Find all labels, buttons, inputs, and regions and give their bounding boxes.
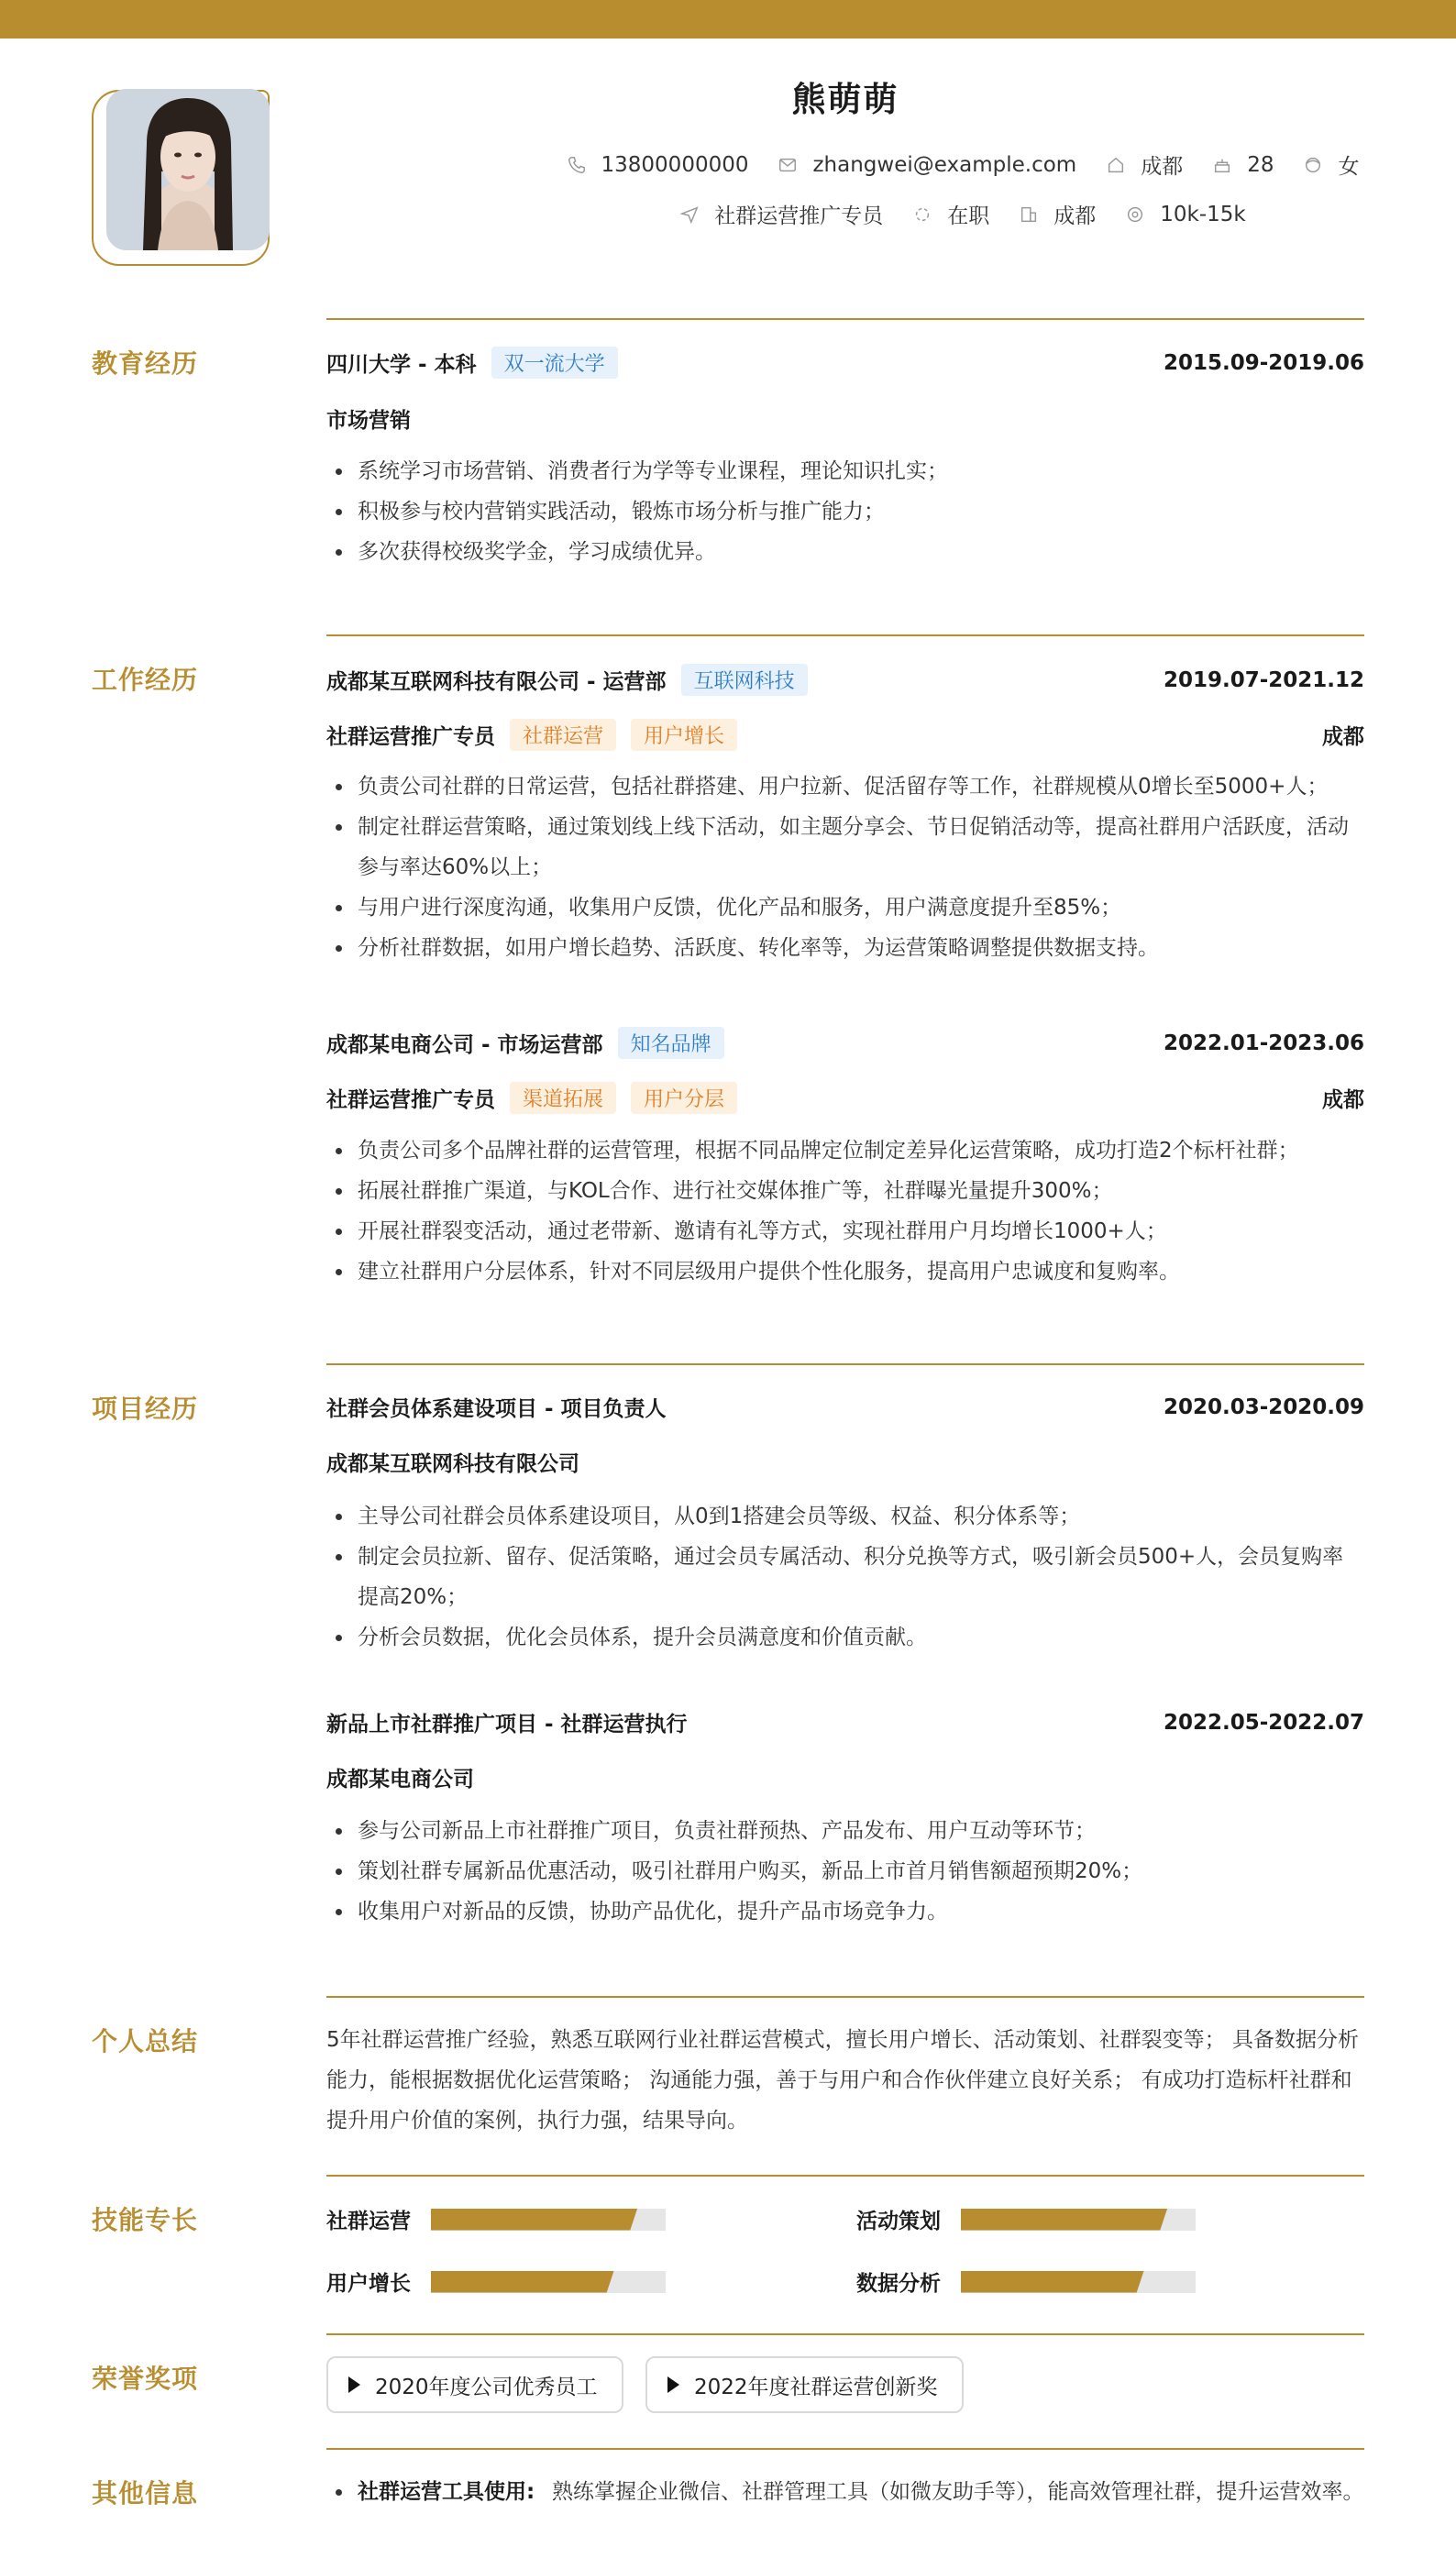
skill-item	[326, 2266, 666, 2297]
company-name: 成都某电商公司 - 市场运营部	[326, 1033, 603, 1057]
job-role-row	[326, 719, 1364, 751]
status-text: 在职	[947, 204, 990, 228]
section-title: 个人总结	[92, 2026, 199, 2056]
project-bullets	[326, 1496, 1364, 1658]
project-company: 成都某电商公司	[326, 1768, 474, 1792]
mail-icon	[778, 155, 798, 175]
phone-text: 13800000000	[601, 152, 749, 177]
list-item: 主导公司社群会员体系建设项目，从0到1搭建会员等级、权益、积分体系等；	[326, 1496, 1364, 1537]
list-item: 与用户进行深度沟通，收集用户反馈，优化产品和服务，用户满意度提升至85%；	[326, 888, 1364, 928]
project-date: 2020.03-2020.09	[1163, 1395, 1364, 1419]
skill-tag: 社群运营	[510, 719, 616, 751]
skill-bar-fill	[961, 2271, 1144, 2293]
skill-bar-fill	[431, 2271, 614, 2293]
job-location: 成都	[1322, 1088, 1364, 1112]
job-role: 社群运营推广专员	[326, 1088, 495, 1112]
position-text: 社群运营推广专员	[714, 204, 884, 228]
section-divider	[326, 2333, 1364, 2335]
award-item	[645, 2356, 964, 2413]
expected-city-text: 成都	[1053, 204, 1097, 228]
section-title: 工作经历	[92, 665, 199, 695]
skill-bar-fill	[961, 2209, 1167, 2231]
section-divider	[326, 634, 1364, 636]
award-text: 2022年度社群运营创新奖	[694, 2375, 938, 2399]
list-item: 收集用户对新品的反馈，协助产品优化，提升产品市场竞争力。	[326, 1891, 1364, 1932]
person-face-icon	[1303, 155, 1323, 175]
section-title: 项目经历	[92, 1394, 199, 1424]
position-item	[679, 199, 883, 229]
job-date: 2022.01-2023.06	[1163, 1031, 1364, 1055]
skill-bar	[431, 2271, 666, 2293]
contact-row	[326, 149, 1456, 180]
education-date: 2015.09-2019.06	[1163, 350, 1364, 375]
list-item: 建立社群用户分层体系，针对不同层级用户提供个性化服务，提高用户忠诚度和复购率。	[326, 1251, 1364, 1292]
skill-bar	[961, 2209, 1196, 2231]
city-item	[1106, 149, 1183, 180]
skill-tag: 渠道拓展	[510, 1082, 616, 1114]
skill-label: 社群运营	[326, 2210, 411, 2233]
section-title: 教育经历	[92, 348, 199, 379]
phone-item	[567, 153, 749, 177]
city-text: 成都	[1141, 155, 1184, 179]
other-label: 社群运营工具使用:	[358, 2480, 535, 2504]
project-header-row	[326, 1707, 1364, 1737]
list-item: 制定会员拉新、留存、促活策略，通过会员专属活动、积分兑换等方式，吸引新会员500+人，会员复购率提高20%；	[326, 1537, 1364, 1617]
skill-item	[856, 2266, 1196, 2297]
project-company-row	[326, 1447, 1364, 1477]
avatar	[106, 89, 270, 250]
award-item	[326, 2356, 623, 2413]
education-header-row	[326, 347, 1364, 379]
list-item: 积极参与校内营销实践活动，锻炼市场分析与推广能力；	[326, 491, 1364, 532]
job-role: 社群运营推广专员	[326, 725, 495, 749]
play-triangle-icon	[348, 2376, 360, 2393]
candidate-name: 熊萌萌	[791, 80, 899, 119]
skill-label: 数据分析	[856, 2272, 941, 2296]
project-name: 新品上市社群推广项目 - 社群运营执行	[326, 1713, 688, 1737]
education-bullets	[326, 451, 1364, 572]
section-divider	[326, 318, 1364, 320]
school-tag: 双一流大学	[491, 347, 618, 379]
list-item: 多次获得校级奖学金，学习成绩优异。	[326, 532, 1364, 572]
status-item	[912, 199, 989, 229]
section-divider	[326, 2175, 1364, 2177]
skill-tag: 用户分层	[631, 1082, 737, 1114]
section-title: 技能专长	[92, 2205, 199, 2235]
company-tag: 知名品牌	[618, 1027, 724, 1059]
salary-text: 10k-15k	[1160, 202, 1246, 226]
list-item: 分析会员数据，优化会员体系，提升会员满意度和价值贡献。	[326, 1617, 1364, 1658]
section-divider	[326, 1996, 1364, 1998]
list-item: 制定社群运营策略，通过策划线上线下活动，如主题分享会、节日促销活动等，提高社群用户活跃度，活动参与率达60%以上；	[326, 807, 1364, 888]
salary-item	[1125, 203, 1245, 226]
list-item: 系统学习市场营销、消费者行为学等专业课程，理论知识扎实；	[326, 451, 1364, 491]
section-title: 荣誉奖项	[92, 2364, 199, 2394]
play-triangle-icon	[667, 2376, 679, 2393]
project-name: 社群会员体系建设项目 - 项目负责人	[326, 1397, 667, 1421]
project-date: 2022.05-2022.07	[1163, 1710, 1364, 1735]
bullet-dot	[336, 2489, 342, 2496]
job-location: 成都	[1322, 725, 1364, 749]
section-divider	[326, 2448, 1364, 2450]
job-bullets	[326, 766, 1364, 968]
list-item: 参与公司新品上市社群推广项目，负责社群预热、产品发布、用户互动等环节；	[326, 1811, 1364, 1851]
school-name: 四川大学 - 本科	[326, 353, 477, 377]
email-text: zhangwei@example.com	[812, 152, 1077, 177]
job-header-row	[326, 1027, 1364, 1059]
expected-city-item	[1019, 199, 1096, 229]
email-item	[778, 153, 1076, 177]
job-header-row	[326, 664, 1364, 696]
skill-bar-fill	[431, 2209, 637, 2231]
job-role-row	[326, 1082, 1364, 1114]
skill-item	[856, 2204, 1196, 2234]
list-item: 负责公司多个品牌社群的运营管理，根据不同品牌定位制定差异化运营策略，成功打造2个标杆社群；	[326, 1130, 1364, 1171]
job-intent-row	[326, 199, 1456, 229]
major-row	[326, 403, 1364, 434]
project-company: 成都某互联网科技有限公司	[326, 1452, 579, 1476]
major: 市场营销	[326, 409, 411, 433]
building-icon	[1019, 204, 1039, 225]
project-company-row	[326, 1762, 1364, 1792]
list-item: 分析社群数据，如用户增长趋势、活跃度、转化率等，为运营策略调整提供数据支持。	[326, 928, 1364, 968]
age-text: 28	[1247, 152, 1274, 177]
cake-icon	[1212, 155, 1232, 175]
gender-text: 女	[1338, 155, 1360, 179]
top-accent-bar	[0, 0, 1456, 39]
skill-label: 活动策划	[856, 2210, 941, 2233]
job-date: 2019.07-2021.12	[1163, 667, 1364, 692]
list-item: 开展社群裂变活动，通过老带新、邀请有礼等方式，实现社群用户月均增长1000+人；	[326, 1211, 1364, 1251]
other-text: 熟练掌握企业微信、社群管理工具（如微友助手等），能高效管理社群，提升运营效率。	[552, 2480, 1364, 2504]
section-title: 其他信息	[92, 2478, 199, 2508]
skill-bar	[961, 2271, 1196, 2293]
section-divider	[326, 1363, 1364, 1365]
company-name: 成都某互联网科技有限公司 - 运营部	[326, 670, 667, 694]
list-item: 拓展社群推广渠道，与KOL合作、进行社交媒体推广等，社群曝光量提升300%；	[326, 1171, 1364, 1211]
skill-bar	[431, 2209, 666, 2231]
job-bullets	[326, 1130, 1364, 1292]
gender-item	[1303, 149, 1359, 180]
list-item: 策划社群专属新品优惠活动，吸引社群用户购买，新品上市首月销售额超预期20%；	[326, 1851, 1364, 1891]
award-text: 2020年度公司优秀员工	[375, 2375, 598, 2399]
summary-text: 5年社群运营推广经验，熟悉互联网行业社群运营模式，擅长用户增长、活动策划、社群裂变等； 具备数据分析能力，能根据数据优化运营策略； 沟通能力强，善于与用户和合作伙伴建立良好关系； 有成功打造标杆社群和提升用户价值的案例，执行力强，结果导向。	[326, 2028, 1359, 2133]
skill-tag: 用户增长	[631, 719, 737, 751]
skill-item	[326, 2204, 666, 2234]
phone-icon	[567, 155, 587, 175]
other-item	[326, 2472, 1364, 2554]
coin-icon	[1125, 204, 1145, 225]
status-icon	[912, 204, 932, 225]
send-icon	[679, 204, 700, 225]
list-item: 负责公司社群的日常运营，包括社群搭建、用户拉新、促活留存等工作，社群规模从0增长至5000+人；	[326, 766, 1364, 807]
company-tag: 互联网科技	[681, 664, 808, 696]
project-bullets	[326, 1811, 1364, 1932]
skill-label: 用户增长	[326, 2272, 411, 2296]
age-item	[1212, 153, 1274, 177]
project-header-row	[326, 1392, 1364, 1422]
home-icon	[1106, 155, 1126, 175]
